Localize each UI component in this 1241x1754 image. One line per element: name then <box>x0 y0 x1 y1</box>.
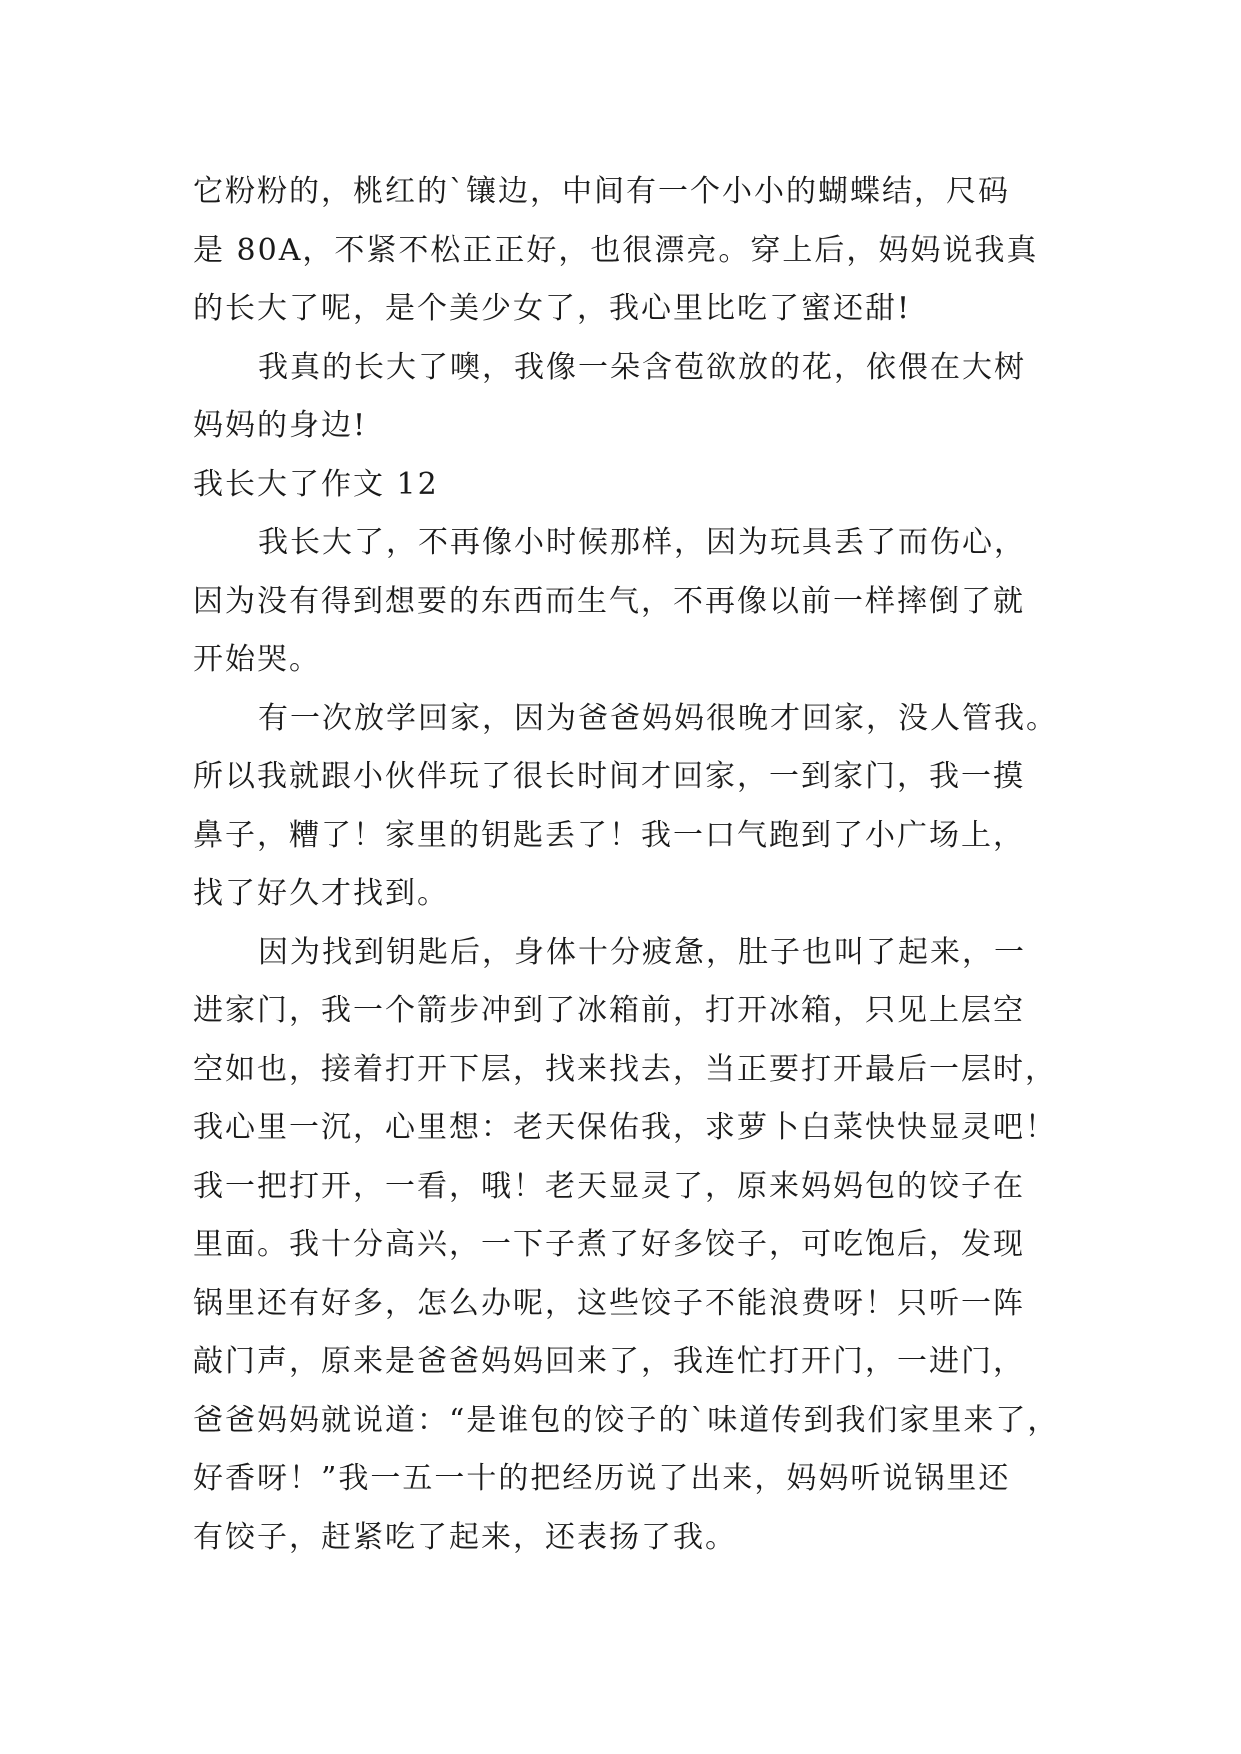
text-line: 我真的长大了噢，我像一朵含苞欲放的花，依偎在大树 <box>258 349 1026 385</box>
text-line: 因为找到钥匙后，身体十分疲惫，肚子也叫了起来，一 <box>258 934 1026 970</box>
text-line: 空如也，接着打开下层，找来找去，当正要打开最后一层时， <box>193 1051 1057 1087</box>
text-line: 敲门声，原来是爸爸妈妈回来了，我连忙打开门，一进门， <box>193 1344 1025 1379</box>
text-line: 找了好久才找到。 <box>193 876 449 911</box>
text-line: 好香呀！”我一五一十的把经历说了出来，妈妈听说锅里还 <box>193 1461 1011 1496</box>
text-line: 开始哭。 <box>193 642 321 677</box>
text-line: 因为没有得到想要的东西而生气，不再像以前一样摔倒了就 <box>193 583 1025 619</box>
section-heading: 我长大了作文 12 <box>193 466 439 502</box>
text-line: 进家门，我一个箭步冲到了冰箱前，打开冰箱，只见上层空 <box>193 993 1025 1028</box>
text-line: 我长大了，不再像小时候那样，因为玩具丢了而伤心， <box>258 525 1026 560</box>
text-line: 里面。我十分高兴，一下子煮了好多饺子，可吃饱后，发现 <box>193 1227 1025 1262</box>
text-line: 有一次放学回家，因为爸爸妈妈很晚才回家，没人管我。 <box>258 700 1058 736</box>
text-line: 鼻子，糟了！家里的钥匙丢了！我一口气跑到了小广场上， <box>193 817 1025 853</box>
text-line: 是 80A，不紧不松正正好，也很漂亮。穿上后，妈妈说我真 <box>193 232 1039 268</box>
text-line: 我一把打开，一看，哦！老天显灵了，原来妈妈包的饺子在 <box>193 1168 1025 1204</box>
text-line: 锅里还有好多，怎么办呢，这些饺子不能浪费呀！只听一阵 <box>193 1285 1025 1321</box>
document-body <box>193 163 1073 1567</box>
text-line: 爸爸妈妈就说道：“是谁包的饺子的`味道传到我们家里来了， <box>193 1402 1060 1438</box>
text-line: 它粉粉的，桃红的`镶边，中间有一个小小的蝴蝶结，尺码 <box>193 174 1010 209</box>
text-line: 我心里一沉，心里想：老天保佑我，求萝卜白菜快快显灵吧！ <box>193 1110 1057 1145</box>
text-line: 妈妈的身边! <box>193 408 368 443</box>
text-line: 的长大了呢，是个美少女了，我心里比吃了蜜还甜! <box>193 291 912 326</box>
text-line: 所以我就跟小伙伴玩了很长时间才回家，一到家门，我一摸 <box>193 759 1025 794</box>
text-line: 有饺子，赶紧吃了起来，还表扬了我。 <box>193 1519 737 1555</box>
